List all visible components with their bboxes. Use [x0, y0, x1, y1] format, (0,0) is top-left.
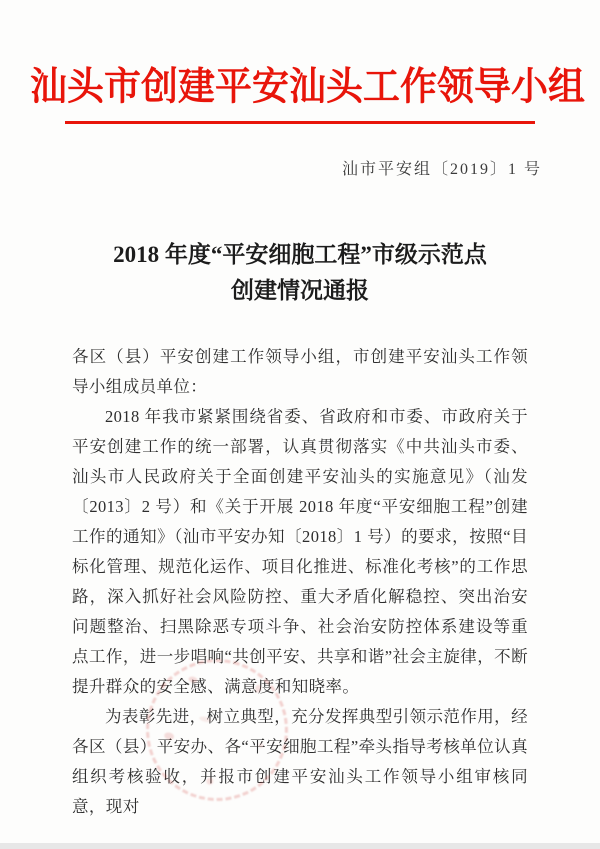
document-title-line2: 创建情况通报 — [231, 278, 369, 303]
body-paragraph-2: 为表彰先进，树立典型，充分发挥典型引领示范作用，经各区（县）平安办、各“平安细胞工程”牵头指导考核单位认真组织考核验收，并报市创建平安汕头工作领导小组审核同意，现对 — [72, 707, 528, 816]
letterhead-org-title: 汕头市创建平安汕头工作领导小组 — [30, 66, 585, 109]
document-number: 汕市平安组〔2019〕1 号 — [341, 161, 542, 178]
document-body — [72, 342, 528, 822]
salutation-line: 各区（县）平安创建工作领导小组，市创建平安汕头工作领导小组成员单位： — [72, 347, 528, 396]
letterhead-divider-rule — [65, 121, 535, 124]
scan-bottom-edge — [0, 843, 600, 849]
document-title-line1: 2018 年度“平安细胞工程”市级示范点 — [113, 242, 487, 267]
body-paragraph-1: 2018 年我市紧紧围绕省委、省政府和市委、市政府关于平安创建工作的统一部署，认真贯彻落实《中共汕头市委、汕头市人民政府关于全面创建平安汕头的实施意见》（汕发〔2013〕2 号）和《关于开展 2018 年度“平安细胞工程”创建工作的通知》（汕市平安办知〔2018〕1 号）的要求，按照“目标化管理、规范化运作、项目化推进、标准化考核”的工作思路，深入抓好社会风险防控、重大矛盾化解稳控、突出治安问题整治、扫黑除恶专项斗争、社会治安防控体系建设等重点工作，进一步唱响“共创平安、共享和谐”社会主旋律，不断提升群众的安全感、满意度和知晓率。 — [72, 407, 528, 696]
document-title — [0, 237, 600, 309]
